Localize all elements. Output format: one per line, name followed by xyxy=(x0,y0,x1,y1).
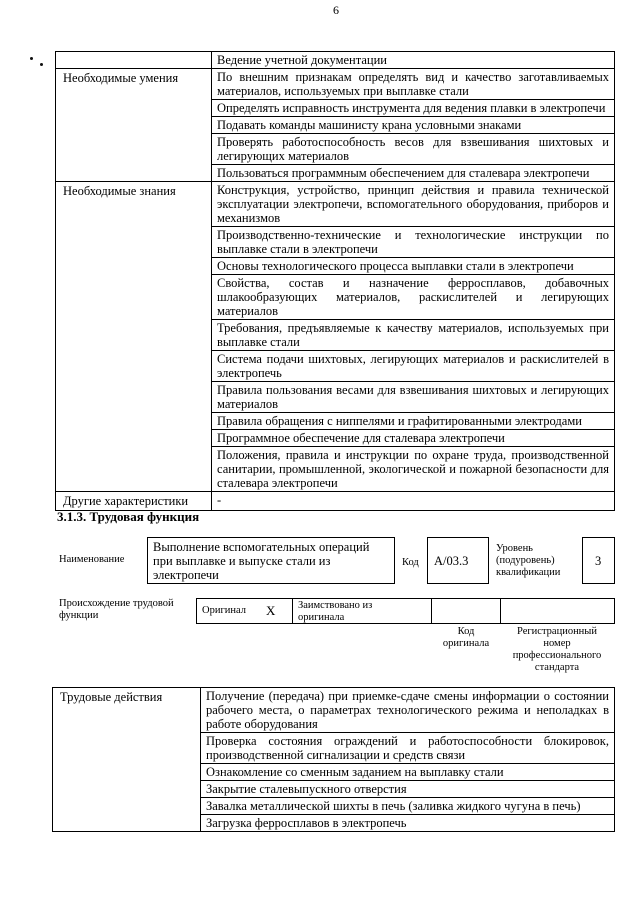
table-row xyxy=(56,182,615,227)
table-cell: Завалка металлической шихты в печь (заливка жидкого чугуна в печь) xyxy=(201,798,615,815)
code-caption: Код оригинала xyxy=(442,626,490,649)
table-cell: Программное обеспечение для сталевара электропечи xyxy=(212,430,615,447)
origin-label: Происхождение трудовой функции xyxy=(59,598,174,621)
row-label-knowledge: Необходимые знания xyxy=(56,182,212,492)
reg-caption: Регистрационный номер профессионального стандарта xyxy=(512,626,602,673)
table-cell: Конструкция, устройство, принцип действия и правила технической эксплуатации электропечи, вспомогательного оборудования, приборов и механизмов xyxy=(212,182,615,227)
table-row xyxy=(56,69,615,100)
function-name: Выполнение вспомогательных операций при выплавке и выпуске стали из электропечи xyxy=(153,540,370,582)
row-label-skills: Необходимые умения xyxy=(56,69,212,182)
table-cell: Проверять работоспособность весов для взвешивания шихтовых и легирующих материалов xyxy=(212,134,615,165)
table-cell: Подавать команды машинисту крана условными знаками xyxy=(212,117,615,134)
margin-mark xyxy=(30,57,33,60)
origin-code-box xyxy=(431,598,501,624)
origin-original-box xyxy=(196,598,293,624)
origin-borrowed-box xyxy=(292,598,432,624)
level-value-box xyxy=(582,537,615,584)
table-cell: Свойства, состав и назначение ферросплавов, добавочных шлакообразующих материалов, раскислителей и легирующих материалов xyxy=(212,275,615,320)
section-heading: 3.1.3. Трудовая функция xyxy=(57,509,200,524)
table-cell: Закрытие сталевыпускного отверстия xyxy=(201,781,615,798)
name-value-box xyxy=(147,537,395,584)
table-cell: Проверка состояния ограждений и работоспособности блокировок, производственной сигнализации и средств связи xyxy=(201,733,615,764)
code-value: A/03.3 xyxy=(434,554,469,568)
original-mark: X xyxy=(266,603,276,618)
table-cell: - xyxy=(212,492,615,511)
code-value-box xyxy=(427,537,489,584)
table-cell: Система подачи шихтовых, легирующих материалов и раскислителей в электропечь xyxy=(212,351,615,382)
table-cell: Ознакомление со сменным заданием на выплавку стали xyxy=(201,764,615,781)
code-label: Код xyxy=(402,557,419,568)
skills-knowledge-table xyxy=(55,51,615,511)
table-cell: Правила обращения с ниппелями и графитированными электродами xyxy=(212,413,615,430)
table-cell: Положения, правила и инструкции по охране труда, производственной санитарии, промышленной, экологической и пожарной безопасности для сталевара электропечи xyxy=(212,447,615,492)
table-cell: По внешним признакам определять вид и качество заготавливаемых материалов, используемых при выплавке стали xyxy=(212,69,615,100)
table-cell: Ведение учетной документации xyxy=(212,52,615,69)
margin-mark xyxy=(40,63,43,66)
page-number: 6 xyxy=(333,3,339,17)
table-cell: Требования, предъявляемые к качеству материалов, используемых при выплавке стали xyxy=(212,320,615,351)
labor-actions-table xyxy=(52,687,615,832)
table-cell: Определять исправность инструмента для ведения плавки в электропечи xyxy=(212,100,615,117)
table-cell: Правила пользования весами для взвешивания шихтовых и легирующих материалов xyxy=(212,382,615,413)
table-row xyxy=(56,52,615,69)
origin-reg-box xyxy=(500,598,615,624)
table-cell: Производственно-технические и технологические инструкции по выплавке стали в электропечи xyxy=(212,227,615,258)
table-cell: Получение (передача) при приемке-сдаче смены информации о состоянии рабочего места, о параметрах технологического режима и неполадках в работе оборудования xyxy=(201,688,615,733)
row-label-other: Другие характеристики xyxy=(56,492,212,511)
level-label: Уровень (подуровень) квалификации xyxy=(496,543,561,578)
table-cell: Загрузка ферросплавов в электропечь xyxy=(201,815,615,832)
original-label: Оригинал xyxy=(202,605,246,616)
table-cell: Основы технологического процесса выплавки стали в электропечи xyxy=(212,258,615,275)
table-cell: Пользоваться программным обеспечением для сталевара электропечи xyxy=(212,165,615,182)
name-label: Наименование xyxy=(59,554,125,565)
borrowed-label: Заимствовано из оригинала xyxy=(298,600,373,623)
row-label-empty xyxy=(56,52,212,69)
level-value: 3 xyxy=(595,554,602,568)
table-row xyxy=(53,688,615,733)
row-label-actions: Трудовые действия xyxy=(53,688,201,832)
table-row xyxy=(56,492,615,511)
